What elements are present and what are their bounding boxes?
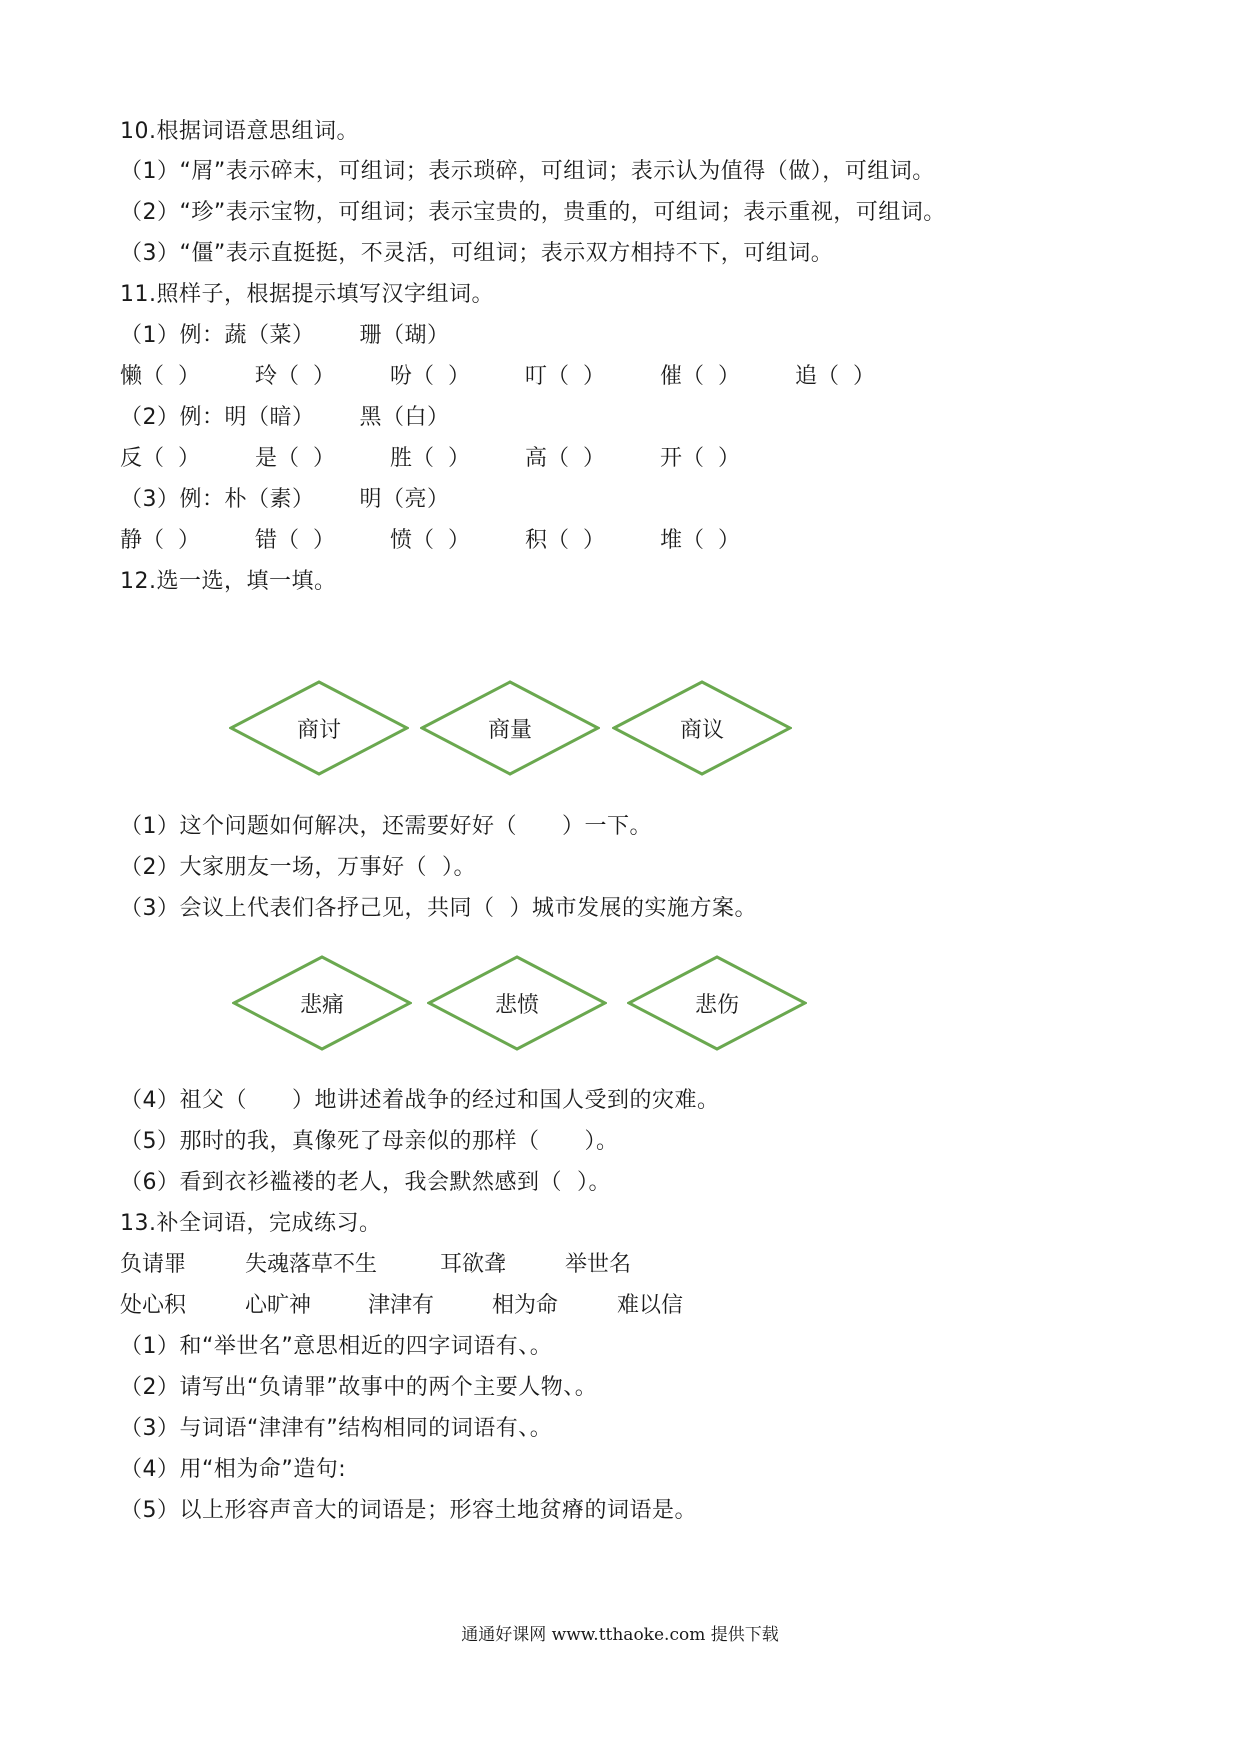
q12-item-5: （5）那时的我，真像死了母亲似的那样（ ）。 bbox=[120, 1129, 619, 1154]
q10-title: 10.根据词语意思组词。 bbox=[120, 119, 359, 144]
word-diamond-1 bbox=[229, 680, 409, 776]
q11-cell: 追（ ） bbox=[795, 364, 875, 389]
idiom-word: 失魂落草不生 bbox=[245, 1252, 378, 1277]
q12-item-1: （1）这个问题如何解决，还需要好好（ ）一下。 bbox=[120, 814, 652, 839]
q12-item-6: （6）看到衣衫褴褛的老人，我会默然感到（ ）。 bbox=[120, 1170, 611, 1195]
diamond-word: 悲伤 bbox=[694, 992, 739, 1018]
q10-item-3: （3）“僵”表示直挺挺，不灵活，可组词；表示双方相持不下，可组词。 bbox=[120, 241, 834, 266]
q12-item-3: （3）会议上代表们各抒己见，共同（ ）城市发展的实施方案。 bbox=[120, 896, 757, 921]
q11-cell: 催（ ） bbox=[660, 364, 740, 389]
diamond-word: 商量 bbox=[487, 717, 532, 743]
idiom-word: 耳欲聋 bbox=[440, 1252, 507, 1277]
q11-cell: 胜（ ） bbox=[390, 446, 470, 471]
idiom-word: 负请罪 bbox=[120, 1252, 187, 1277]
q11-cell: 是（ ） bbox=[255, 446, 335, 471]
idiom-word: 举世名 bbox=[565, 1252, 632, 1277]
q11-title: 11.照样子，根据提示填写汉字组词。 bbox=[120, 282, 494, 307]
word-diamond-6 bbox=[627, 955, 807, 1051]
q12-title: 12.选一选，填一填。 bbox=[120, 569, 337, 594]
q11-cell: 玲（ ） bbox=[255, 364, 335, 389]
q11-example-3: （3）例：朴（素） 明（亮） bbox=[120, 487, 450, 512]
diamond-word: 商议 bbox=[679, 717, 724, 743]
q11-cell: 高（ ） bbox=[525, 446, 605, 471]
q10-item-1: （1）“屑”表示碎末，可组词；表示琐碎，可组词；表示认为值得（做），可组词。 bbox=[120, 159, 935, 184]
diamond-word: 商讨 bbox=[296, 717, 341, 743]
q11-cell: 堆（ ） bbox=[660, 528, 740, 553]
q11-cell: 积（ ） bbox=[525, 528, 605, 553]
idiom-word: 处心积 bbox=[120, 1293, 187, 1318]
q11-cell: 懒（ ） bbox=[120, 364, 200, 389]
q11-cell: 反（ ） bbox=[120, 446, 200, 471]
word-diamond-5 bbox=[427, 955, 607, 1051]
word-diamond-3 bbox=[612, 680, 792, 776]
word-diamond-4 bbox=[232, 955, 412, 1051]
diamond-word: 悲愤 bbox=[494, 992, 539, 1018]
q13-item-3: （3）与词语“津津有”结构相同的词语有、。 bbox=[120, 1416, 553, 1441]
idiom-word: 难以信 bbox=[617, 1293, 684, 1318]
q11-cell: 愤（ ） bbox=[390, 528, 470, 553]
idiom-word: 津津有 bbox=[368, 1293, 435, 1318]
q11-cell: 叮（ ） bbox=[525, 364, 605, 389]
q13-item-1: （1）和“举世名”意思相近的四字词语有、。 bbox=[120, 1334, 553, 1359]
idiom-word: 相为命 bbox=[492, 1293, 559, 1318]
page-footer: 通通好课网 www.tthaoke.com 提供下载 bbox=[461, 1625, 779, 1645]
q10-item-2: （2）“珍”表示宝物，可组词；表示宝贵的，贵重的，可组词；表示重视，可组词。 bbox=[120, 200, 946, 225]
q11-cell: 错（ ） bbox=[255, 528, 335, 553]
q11-example-1: （1）例：蔬（菜） 珊（瑚） bbox=[120, 323, 450, 348]
word-diamond-2 bbox=[420, 680, 600, 776]
q13-item-5: （5）以上形容声音大的词语是；形容土地贫瘠的词语是。 bbox=[120, 1498, 697, 1523]
idiom-word: 心旷神 bbox=[245, 1293, 312, 1318]
q13-title: 13.补全词语，完成练习。 bbox=[120, 1211, 382, 1236]
q12-item-2: （2）大家朋友一场，万事好（ ）。 bbox=[120, 855, 476, 880]
diamond-word: 悲痛 bbox=[299, 992, 344, 1018]
q11-cell: 静（ ） bbox=[120, 528, 200, 553]
q11-example-2: （2）例：明（暗） 黑（白） bbox=[120, 405, 450, 430]
q13-item-2: （2）请写出“负请罪”故事中的两个主要人物、。 bbox=[120, 1375, 598, 1400]
q11-cell: 吩（ ） bbox=[390, 364, 470, 389]
q12-item-4: （4）祖父（ ）地讲述着战争的经过和国人受到的灾难。 bbox=[120, 1088, 720, 1113]
q11-cell: 开（ ） bbox=[660, 446, 740, 471]
q13-item-4: （4）用“相为命”造句: bbox=[120, 1457, 347, 1482]
